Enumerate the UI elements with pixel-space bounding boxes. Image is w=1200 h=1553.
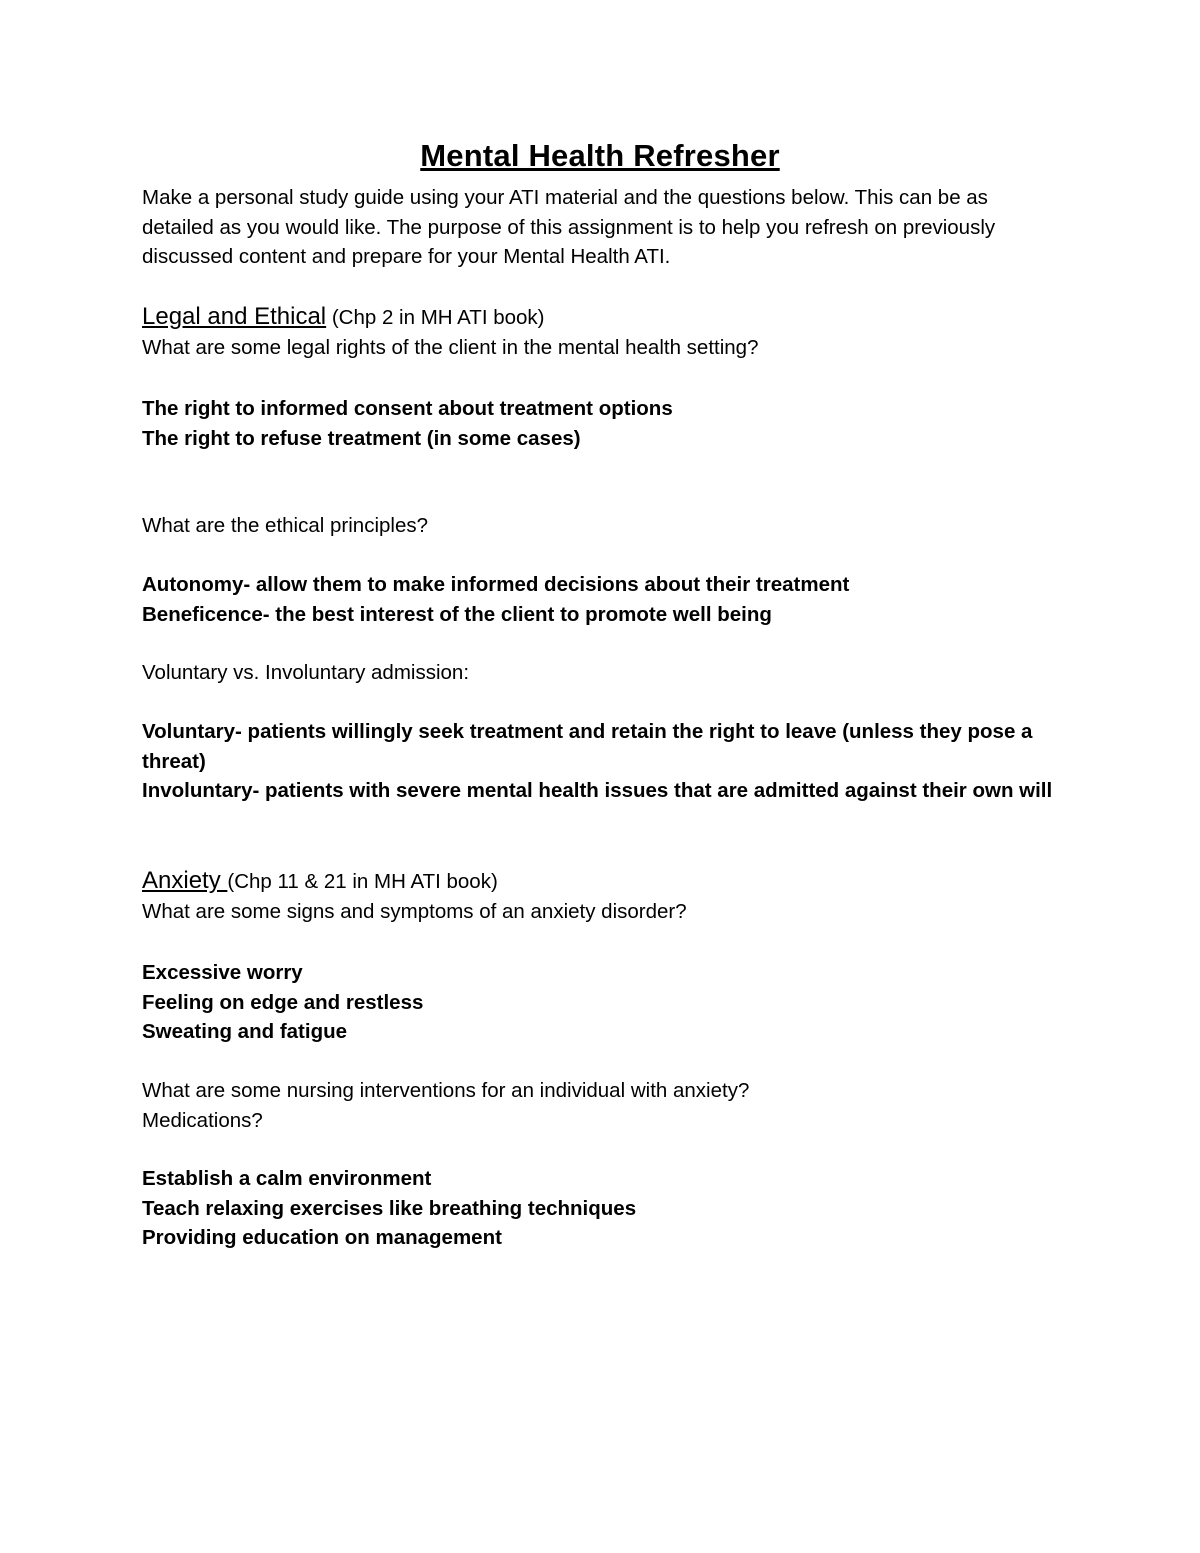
answer-nursing-interventions bbox=[142, 1164, 1062, 1253]
section-anxiety bbox=[142, 866, 1062, 926]
question-text: Medications? bbox=[142, 1108, 263, 1132]
answer-ethical-principles bbox=[142, 570, 1062, 629]
section-title-anxiety: Anxiety bbox=[142, 867, 228, 894]
answer-line: Feeling on edge and restless bbox=[142, 990, 424, 1014]
answer-line: Establish a calm environment bbox=[142, 1167, 432, 1190]
section-title-legal: Legal and Ethical bbox=[142, 303, 327, 330]
question-ethical-principles bbox=[142, 511, 1062, 541]
answer-line: Providing education on management bbox=[142, 1226, 502, 1249]
answer-line: Excessive worry bbox=[142, 961, 303, 984]
answer-line: Teach relaxing exercises like breathing techniques bbox=[142, 1196, 637, 1220]
answer-line: Beneficence- the best interest of the client to promote well being bbox=[142, 602, 772, 626]
question-legal-rights: What are some legal rights of the client in the mental health setting? bbox=[142, 335, 759, 359]
answer-legal-rights bbox=[142, 394, 1062, 453]
answer-line: The right to refuse treatment (in some cases) bbox=[142, 426, 581, 450]
section-note-legal: (Chp 2 in MH ATI book) bbox=[326, 306, 545, 329]
section-heading bbox=[142, 302, 1062, 333]
page-title: Mental Health Refresher bbox=[420, 138, 780, 173]
answer-anxiety-symptoms bbox=[142, 958, 1062, 1047]
question-anxiety-symptoms: What are some signs and symptoms of an anxiety disorder? bbox=[142, 899, 687, 923]
answer-line: Sweating and fatigue bbox=[142, 1020, 348, 1043]
section-heading bbox=[142, 866, 1062, 897]
answer-line: The right to informed consent about treatment options bbox=[142, 397, 673, 420]
question-text: What are some nursing interventions for an individual with anxiety? bbox=[142, 1079, 750, 1102]
section-legal-ethical bbox=[142, 302, 1062, 362]
question-admission bbox=[142, 658, 1062, 688]
answer-line: Autonomy- allow them to make informed decisions about their treatment bbox=[142, 573, 850, 596]
answer-voluntary: Voluntary- patients willingly seek treatment and retain the right to leave (unless they pose a threat) bbox=[142, 720, 1033, 773]
question-text: Voluntary vs. Involuntary admission: bbox=[142, 661, 470, 684]
question-nursing-interventions bbox=[142, 1076, 1062, 1135]
section-note-anxiety: (Chp 11 & 21 in MH ATI book) bbox=[227, 870, 498, 893]
intro-paragraph bbox=[142, 183, 1062, 272]
answer-admission bbox=[142, 717, 1062, 806]
answer-involuntary: Involuntary- patients with severe mental health issues that are admitted against their own will bbox=[142, 779, 1053, 802]
question-text: What are the ethical principles? bbox=[142, 514, 429, 537]
intro-text: Make a personal study guide using your ATI material and the questions below. This can be as detailed as you would like. The purpose of this assignment is to help you refresh on previously discussed content and prepare for your Mental Health ATI. bbox=[142, 186, 996, 268]
